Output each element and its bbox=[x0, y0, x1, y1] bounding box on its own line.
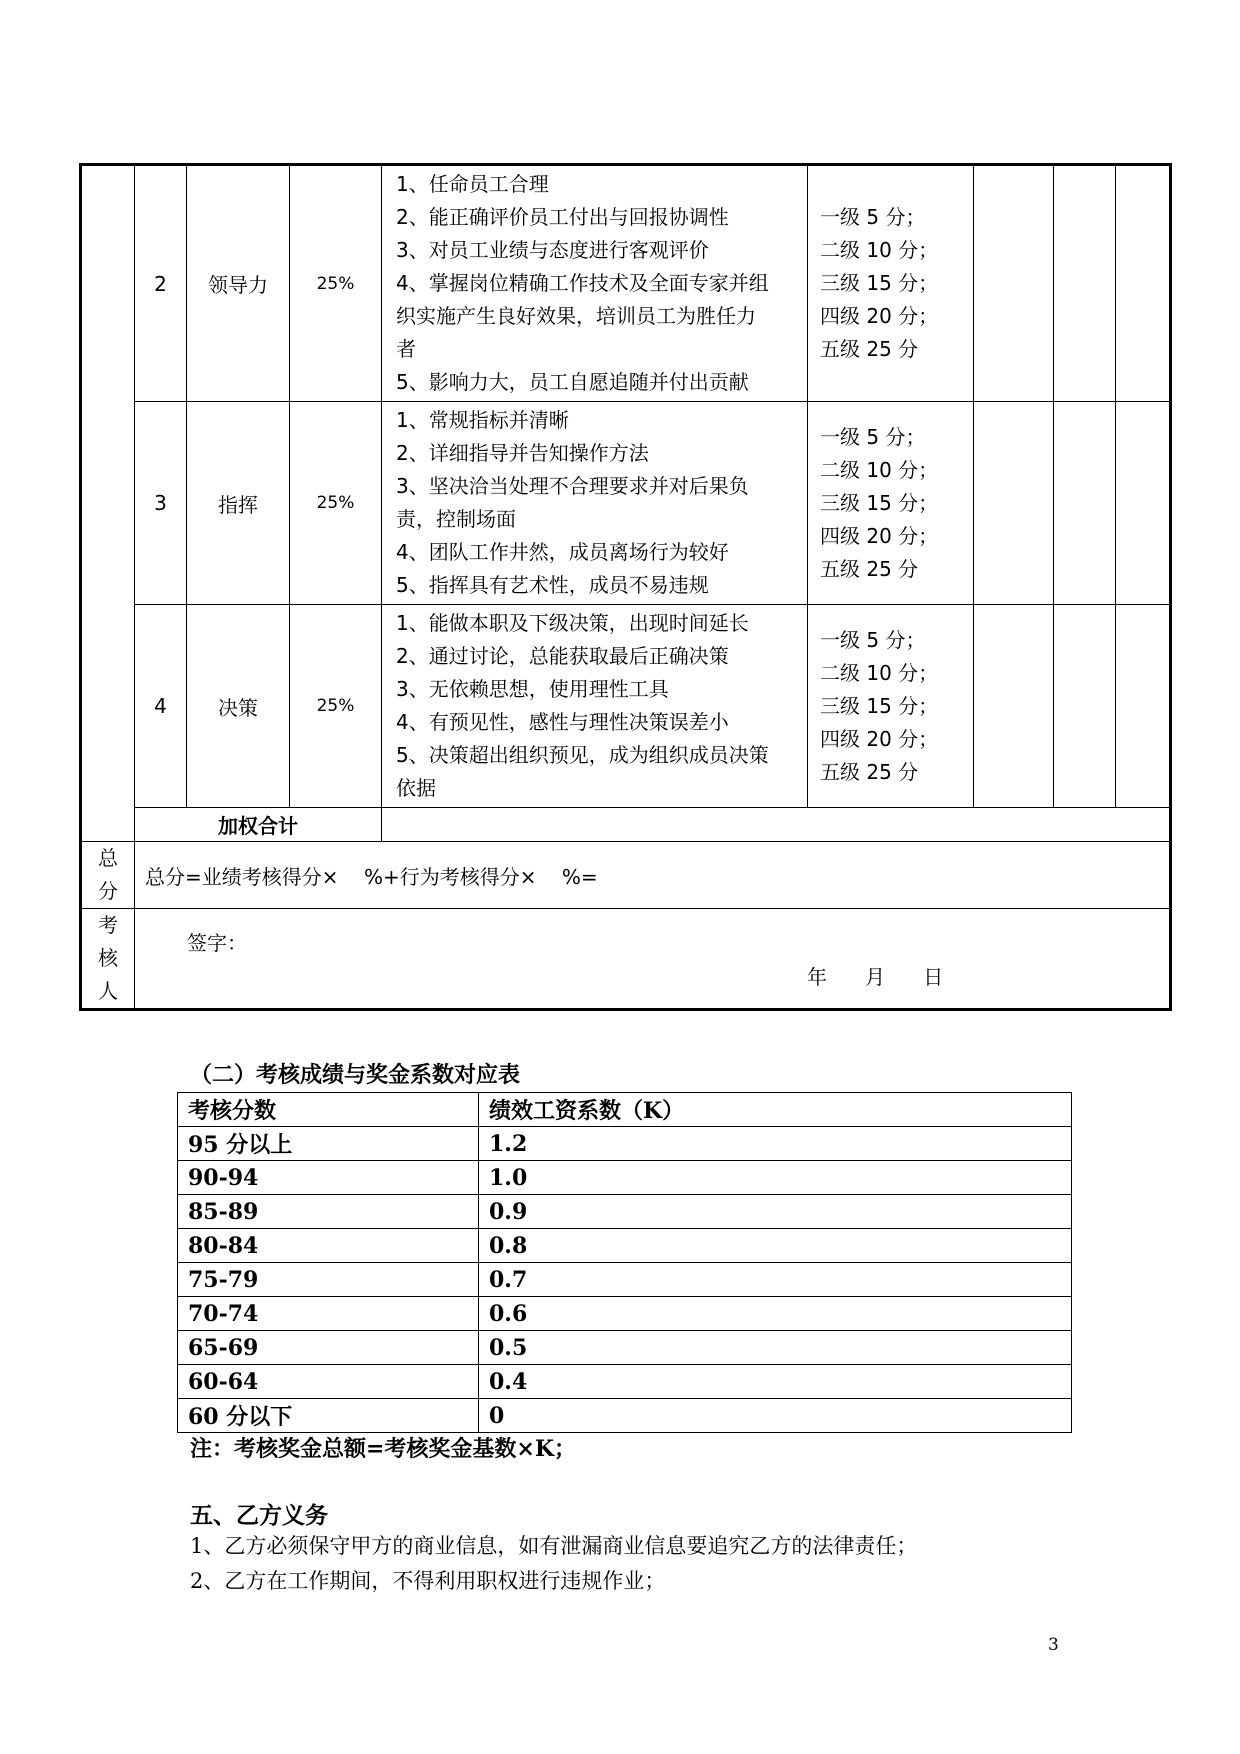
standard-line: 责，控制场面 bbox=[396, 507, 516, 531]
standard-line: 4、有预见性，感性与理性决策误差小 bbox=[396, 710, 729, 734]
table-row bbox=[178, 1127, 1072, 1161]
table-row bbox=[81, 165, 1171, 402]
bonus-note: 注：考核奖金总额=考核奖金基数×K； bbox=[190, 1436, 576, 1462]
score-line: 二级 10 分； bbox=[820, 238, 939, 262]
score-line: 四级 20 分； bbox=[820, 523, 939, 548]
score-range: 90-94 bbox=[178, 1161, 479, 1195]
item-scores bbox=[808, 402, 974, 605]
standard-line: 4、团队工作井然，成员离场行为较好 bbox=[396, 540, 729, 564]
item-scores bbox=[808, 605, 974, 808]
item-weight: 25% bbox=[290, 402, 382, 605]
final-score-cell bbox=[1116, 402, 1171, 605]
table-row bbox=[178, 1297, 1072, 1331]
score-range: 60 分以下 bbox=[178, 1399, 479, 1433]
item-number: 2 bbox=[135, 165, 187, 402]
standard-line: 5、指挥具有艺术性，成员不易违规 bbox=[396, 573, 709, 597]
standard-line: 2、通过讨论，总能获取最后正确决策 bbox=[396, 644, 729, 668]
column-header: 绩效工资系数（K） bbox=[479, 1093, 1072, 1127]
coefficient: 1.0 bbox=[479, 1161, 1072, 1195]
label-char: 考 bbox=[98, 913, 118, 937]
standard-line: 依据 bbox=[396, 776, 436, 800]
standard-line: 1、常规指标并清晰 bbox=[396, 408, 569, 432]
item-scores bbox=[808, 165, 974, 402]
column-header: 考核分数 bbox=[178, 1093, 479, 1127]
standard-line: 3、坚决洽当处理不合理要求并对后果负 bbox=[396, 474, 749, 498]
label-char: 总 bbox=[98, 846, 118, 870]
score-line: 三级 15 分； bbox=[820, 693, 939, 718]
behavior-assessment-table bbox=[79, 163, 1172, 1011]
coefficient: 0.6 bbox=[479, 1297, 1072, 1331]
item-name: 指挥 bbox=[187, 402, 290, 605]
assessor-label bbox=[81, 909, 135, 1010]
item-number: 4 bbox=[135, 605, 187, 808]
item-name: 领导力 bbox=[187, 165, 290, 402]
self-score-cell bbox=[974, 402, 1054, 605]
label-char: 分 bbox=[98, 879, 118, 903]
self-score-cell bbox=[974, 605, 1054, 808]
self-score-cell bbox=[974, 165, 1054, 402]
table-row bbox=[178, 1399, 1072, 1433]
score-line: 三级 15 分； bbox=[820, 490, 939, 515]
page-number: 3 bbox=[1048, 1635, 1059, 1655]
signature-label: 签字： bbox=[187, 931, 247, 955]
table-row bbox=[178, 1229, 1072, 1263]
standard-line: 4、掌握岗位精确工作技术及全面专家并组 bbox=[396, 271, 769, 295]
coefficient: 0.9 bbox=[479, 1195, 1072, 1229]
score-line: 一级 5 分； bbox=[820, 627, 926, 652]
weighted-total-label: 加权合计 bbox=[135, 808, 382, 842]
signature-area bbox=[135, 909, 1171, 1010]
label-char: 人 bbox=[98, 979, 118, 1003]
score-line: 一级 5 分； bbox=[820, 205, 926, 229]
score-range: 80-84 bbox=[178, 1229, 479, 1263]
weighted-total-row bbox=[81, 808, 1171, 842]
item-standards bbox=[382, 165, 808, 402]
item-name: 决策 bbox=[187, 605, 290, 808]
category-cell bbox=[81, 165, 135, 842]
coefficient: 0 bbox=[479, 1399, 1072, 1433]
score-line: 二级 10 分； bbox=[820, 660, 939, 685]
coefficient: 1.2 bbox=[479, 1127, 1072, 1161]
standard-line: 5、决策超出组织预见，成为组织成员决策 bbox=[396, 743, 769, 767]
score-range: 65-69 bbox=[178, 1331, 479, 1365]
section-heading: 五、乙方义务 bbox=[190, 1502, 328, 1529]
signature-date: 年 月 日 bbox=[807, 965, 944, 989]
table-row bbox=[178, 1263, 1072, 1297]
table-row bbox=[178, 1331, 1072, 1365]
score-line: 五级 25 分 bbox=[820, 556, 919, 581]
table-row bbox=[178, 1365, 1072, 1399]
item-standards bbox=[382, 605, 808, 808]
table-row bbox=[178, 1195, 1072, 1229]
score-line: 三级 15 分； bbox=[820, 271, 939, 295]
standard-line: 5、影响力大，员工自愿追随并付出贡献 bbox=[396, 370, 749, 394]
score-range: 95 分以上 bbox=[178, 1127, 479, 1161]
item-weight: 25% bbox=[290, 605, 382, 808]
assessor-row bbox=[81, 909, 1171, 1010]
label-char: 核 bbox=[98, 946, 118, 970]
coefficient: 0.4 bbox=[479, 1365, 1072, 1399]
score-line: 一级 5 分； bbox=[820, 424, 926, 449]
coefficient: 0.5 bbox=[479, 1331, 1072, 1365]
score-line: 四级 20 分； bbox=[820, 726, 939, 751]
standard-line: 织实施产生良好效果，培训员工为胜任力 bbox=[396, 304, 756, 328]
coefficient: 0.8 bbox=[479, 1229, 1072, 1263]
total-row bbox=[81, 842, 1171, 909]
score-line: 五级 25 分 bbox=[820, 759, 919, 784]
standard-line: 3、无依赖思想，使用理性工具 bbox=[396, 677, 669, 701]
bonus-section-title: （二）考核成绩与奖金系数对应表 bbox=[190, 1062, 521, 1088]
obligation-item: 2、乙方在工作期间，不得利用职权进行违规作业； bbox=[190, 1569, 666, 1593]
obligation-item: 1、乙方必须保守甲方的商业信息，如有泄漏商业信息要追究乙方的法律责任； bbox=[190, 1534, 918, 1558]
final-score-cell bbox=[1116, 605, 1171, 808]
standard-line: 2、详细指导并告知操作方法 bbox=[396, 441, 649, 465]
standard-line: 1、任命员工合理 bbox=[396, 172, 549, 196]
standard-line: 者 bbox=[396, 337, 416, 361]
score-line: 二级 10 分； bbox=[820, 457, 939, 482]
review-score-cell bbox=[1054, 402, 1116, 605]
table-row bbox=[178, 1161, 1072, 1195]
score-range: 70-74 bbox=[178, 1297, 479, 1331]
review-score-cell bbox=[1054, 605, 1116, 808]
review-score-cell bbox=[1054, 165, 1116, 402]
table-row bbox=[81, 605, 1171, 808]
score-line: 五级 25 分 bbox=[820, 337, 919, 361]
bonus-coefficient-table bbox=[177, 1092, 1072, 1433]
item-number: 3 bbox=[135, 402, 187, 605]
standard-line: 2、能正确评价员工付出与回报协调性 bbox=[396, 205, 729, 229]
final-score-cell bbox=[1116, 165, 1171, 402]
table-header-row bbox=[178, 1093, 1072, 1127]
coefficient: 0.7 bbox=[479, 1263, 1072, 1297]
score-range: 85-89 bbox=[178, 1195, 479, 1229]
table-row bbox=[81, 402, 1171, 605]
standard-line: 3、对员工业绩与态度进行客观评价 bbox=[396, 238, 709, 262]
total-formula: 总分=业绩考核得分× %+行为考核得分× %= bbox=[135, 842, 1171, 909]
score-range: 75-79 bbox=[178, 1263, 479, 1297]
score-line: 四级 20 分； bbox=[820, 304, 939, 328]
item-standards bbox=[382, 402, 808, 605]
total-label bbox=[81, 842, 135, 909]
score-range: 60-64 bbox=[178, 1365, 479, 1399]
item-weight: 25% bbox=[290, 165, 382, 402]
weighted-total-value bbox=[382, 808, 1171, 842]
standard-line: 1、能做本职及下级决策，出现时间延长 bbox=[396, 611, 749, 635]
